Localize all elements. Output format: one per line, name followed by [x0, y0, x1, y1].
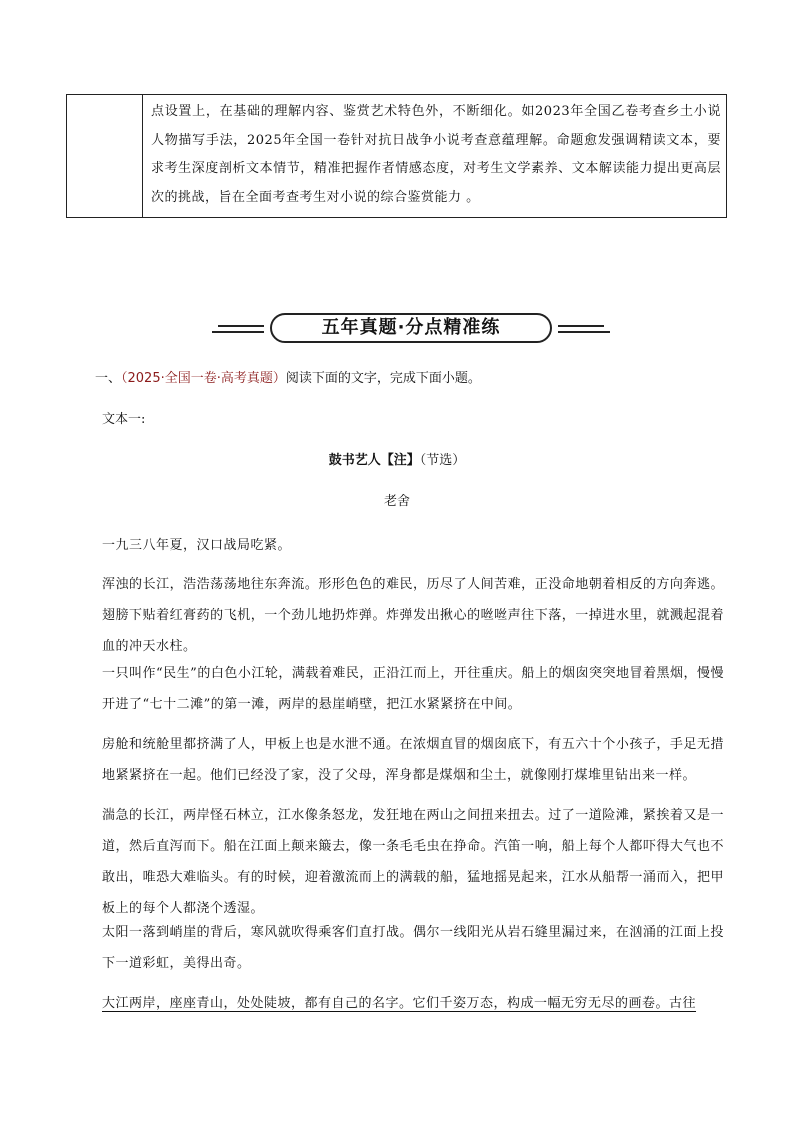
section-heading: [212, 313, 610, 345]
section-title: 五年真题·分点精准练: [270, 313, 552, 343]
story-author: 老舍: [383, 494, 410, 509]
paragraph: 浑浊的长江，浩浩荡荡地往东奔流。形形色色的难民，历尽了人间苦难，正没命地朝着相反的方向奔逃。翅膀下贴着红膏药的飞机，一个劲儿地扔炸弹。炸弹发出揪心的咝咝声往下落，一掉进水里，就溅起混着血的冲天水柱。: [102, 577, 724, 654]
question-header: [95, 369, 481, 389]
question-number: 一、: [95, 371, 122, 386]
paragraph: 太阳一落到峭崖的背后，寒风就吹得乘客们直打战。偶尔一线阳光从岩石缝里漏过来，在汹涌的江面上投下一道彩虹，美得出奇。: [102, 925, 724, 971]
story-note-marker: 【注】: [380, 453, 420, 468]
paragraph: 一只叫作“民生”的白色小江轮，满载着难民，正沿江而上，开往重庆。船上的烟囱突突地冒着黑烟，慢慢开进了“七十二滩”的第一滩，两岸的悬崖峭壁，把江水紧紧挤在中间。: [102, 666, 724, 712]
heading-left-decoration: [212, 323, 267, 335]
text-label: 文本一:: [102, 412, 146, 427]
story-title: [0, 451, 794, 471]
paragraph: 湍急的长江，两岸怪石林立，江水像条怒龙，发狂地在两山之间扭来扭去。过了一道险滩，紧挨着又是一道，然后直泻而下。船在江面上颠来簸去，像一条毛毛虫在挣命。汽笛一响，船上每个人都吓得大气也不敢出，唯恐大难临头。有的时候，迎着激流而上的满载的船，猛地摇晃起来，江水从船帮一涌而入，把甲板上的每个人都浇个透湿。: [102, 808, 724, 916]
paragraph: 房舱和统舱里都挤满了人，甲板上也是水泄不通。在浓烟直冒的烟囱底下，有五六十个小孩子，手足无措地紧紧挤在一起。他们已经没了家，没了父母，浑身都是煤烟和尘土，就像刚打煤堆里钻出来一样。: [102, 737, 724, 783]
paragraph: 一九三八年夏，汉口战局吃紧。: [102, 538, 292, 553]
story-excerpt-label: （节选）: [419, 453, 466, 468]
table-cell-text: 点设置上，在基础的理解内容、鉴赏艺术特色外，不断细化。如2023年全国乙卷考查乡土小说人物描写手法，2025年全国一卷针对抗日战争小说考查意蕴理解。命题愈发强调精读文本，要求考生深度剖析文本情节，精准把握作者情感态度，对考生文学素养、文本解读能力提出更高层次的挑战，旨在全面考查考生对小说的综合鉴赏能力 。: [151, 104, 721, 205]
question-source: （2025·全国一卷·高考真题）: [121, 371, 286, 386]
heading-right-decoration: [555, 323, 610, 335]
story-title-main: 鼓书艺人: [328, 453, 381, 468]
info-table: [66, 94, 727, 218]
question-prompt: 阅读下面的文字，完成下面小题。: [285, 371, 481, 386]
paragraph-underlined: 大江两岸，座座青山，处处陡坡，都有自己的名字。它们千姿万态，构成一幅无穷无尽的画卷。古往: [102, 996, 697, 1011]
table-left-column: [67, 95, 143, 217]
